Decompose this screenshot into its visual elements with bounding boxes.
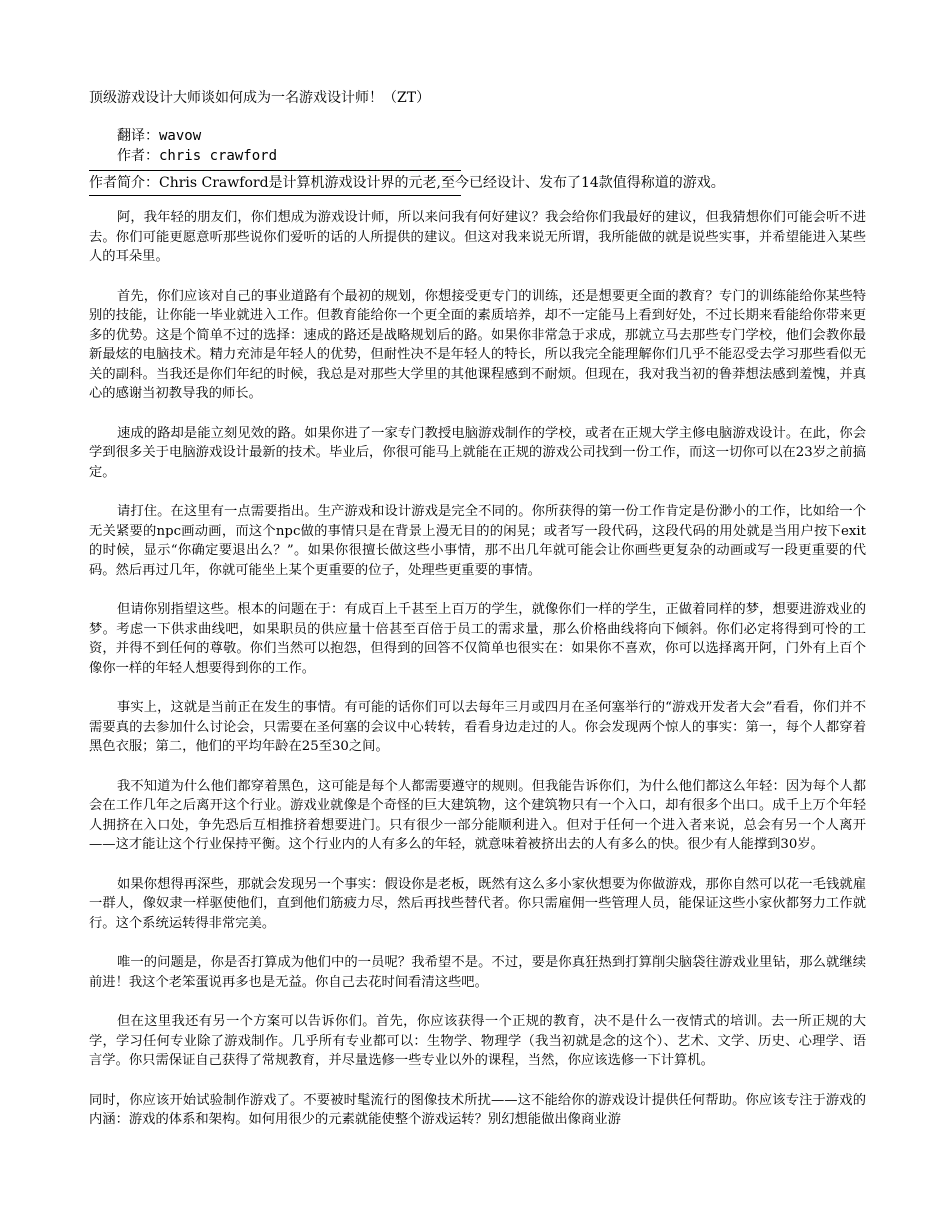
paragraph: 阿，我年轻的朋友们，你们想成为游戏设计师，所以来问我有何好建议？我会给你们我最好的建议，但我猜想你们可能会听不进去。你们可能更愿意听那些说你们爱听的话的人所提供的建议。但这对我来说无所谓，我所能做的就是说些实事，并希望能进入某些人的耳朵里。 — [89, 210, 866, 264]
paragraph: 唯一的问题是，你是否打算成为他们中的一员呢？我希望不是。不过，要是你真狂热到打算削尖脑袋往游戏业里钻，那么就继续前进！我这个老笨蛋说再多也是无益。你自己去花时间看清这些吧。 — [89, 955, 866, 990]
paragraph: 但请你别指望这些。根本的问题在于：有成百上千甚至上百万的学生，就像你们一样的学生，正做着同样的梦，想要进游戏业的梦。考虑一下供求曲线吧，如果职员的供应量十倍甚至百倍于员工的需求量，那么价格曲线将向下倾斜。你们必定将得到可怜的工资，并得不到任何的尊敬。你们当然可以抱怨，但得到的回答不仅简单也很实在：如果你不喜欢，你可以选择离开阿，门外有上百个像你一样的年轻人想要得到你的工作。 — [89, 602, 866, 676]
author-name: chris crawford — [159, 148, 278, 164]
paragraph: 请打住。在这里有一点需要指出。生产游戏和设计游戏是完全不同的。你所获得的第一份工作肯定是份渺小的工作，比如给一个无关紧要的npc画动画，而这个npc做的事情只是在背景上漫无目的的闲晃；或者写一段代码，这段代码的用处就是当用户按下exit的时候，显示“你确定要退出么？”。如果你很擅长做这些小事情，那不出几年就可能会让你画些更复杂的动画或写一段更重要的代码。然后再过几年，你就可能坐上某个更重要的位子，处理些更重要的事情。 — [89, 504, 866, 578]
translator-line — [89, 126, 866, 146]
bottom-divider — [89, 195, 461, 196]
document-title: 顶级游戏设计大师谈如何成为一名游戏设计师！（ZT） — [89, 90, 431, 106]
paragraph: 如果你想得再深些，那就会发现另一个事实：假设你是老板，既然有这么多小家伙想要为你做游戏，那你自然可以花一毛钱就雇一群人，像奴隶一样驱使他们，直到他们筋疲力尽，然后再找些替代者。你只需雇佣一些管理人员，能保证这些小家伙都努力工作就行。这个系统运转得非常完美。 — [89, 876, 866, 931]
paragraph: 我不知道为什么他们都穿着黑色，这可能是每个人都需要遵守的规则。但我能告诉你们，为什么他们都这么年轻：因为每个人都会在工作几年之后离开这个行业。游戏业就像是个奇怪的巨大建筑物，这个建筑物只有一个入口，却有很多个出口。成千上万个年轻人拥挤在入口处，争先恐后互相推挤着想要进门。只有很少一部分能顺利进入。但对于任何一个进入者来说，总会有另一个人离开——这才能让这个行业保持平衡。这个行业内的人有多么的年轻，就意味着被挤出去的人有多么的快。很少有人能撑到30岁。 — [89, 778, 866, 852]
paragraph: 事实上，这就是当前正在发生的事情。有可能的话你们可以去每年三月或四月在圣何塞举行的“游戏开发者大会”看看，你们并不需要真的去参加什么讨论会，只需要在圣何塞的会议中心转转，看看身边走过的人。你会发现两个惊人的事实：第一，每个人都穿着黑色衣服；第二，他们的平均年龄在25至30之间。 — [89, 700, 866, 754]
paragraph: 但在这里我还有另一个方案可以告诉你们。首先，你应该获得一个正规的教育，决不是什么一夜情式的培训。去一所正规的大学，学习任何专业除了游戏制作。几乎所有专业都可以：生物学、物理学（我当初就是念的这个）、艺术、文学、历史、心理学、语言学。你只需保证自己获得了常规教育，并尽量选修一些专业以外的课程，当然，你应该选修一下计算机。 — [89, 1014, 866, 1068]
author-label: 作者： — [117, 148, 159, 164]
author-intro: 作者简介：Chris Crawford是计算机游戏设计界的元老,至今已经设计、发布了14款值得称道的游戏。 — [89, 175, 725, 191]
paragraph: 首先，你们应该对自己的事业道路有个最初的规划，你想接受更专门的训练，还是想要更全面的教育？专门的训练能给你某些特别的技能，让你能一毕业就进入工作。但教育能给你一个更全面的素质培养，却不一定能马上看到好处，不过长期来看能给你带来更多的优势。这是个简单不过的选择：速成的路还是战略规划后的路。如果你非常急于求成，那就立马去那些专门学校，他们会教你最新最炫的电脑技术。精力充沛是年轻人的优势，但耐性决不是年轻人的特长，所以我完全能理解你们几乎不能忍受去学习那些看似无关的副科。当我还是你们年纪的时候，我总是对那些大学里的其他课程感到不耐烦。但现在，我对我当初的鲁莽想法感到羞愧，并真心的感谢当初教导我的师长。 — [89, 288, 866, 401]
translator-label: 翻译： — [117, 128, 159, 144]
top-divider — [89, 170, 461, 171]
translator-name: wavow — [159, 128, 202, 144]
author-line — [89, 146, 866, 166]
paragraph: 速成的路却是能立刻见效的路。如果你进了一家专门教授电脑游戏制作的学校，或者在正规大学主修电脑游戏设计。在此，你会学到很多关于电脑游戏设计最新的技术。毕业后，你很可能马上就能在正规的游戏公司找到一份工作，而这一切你可以在23岁之前搞定。 — [89, 425, 866, 480]
paragraph: 同时，你应该开始试验制作游戏了。不要被时髦流行的图像技术所扰——这不能给你的游戏设计提供任何帮助。你应该专注于游戏的内涵：游戏的体系和架构。如何用很少的元素就能使整个游戏运转？别幻想能做出像商业游 — [89, 1092, 866, 1127]
